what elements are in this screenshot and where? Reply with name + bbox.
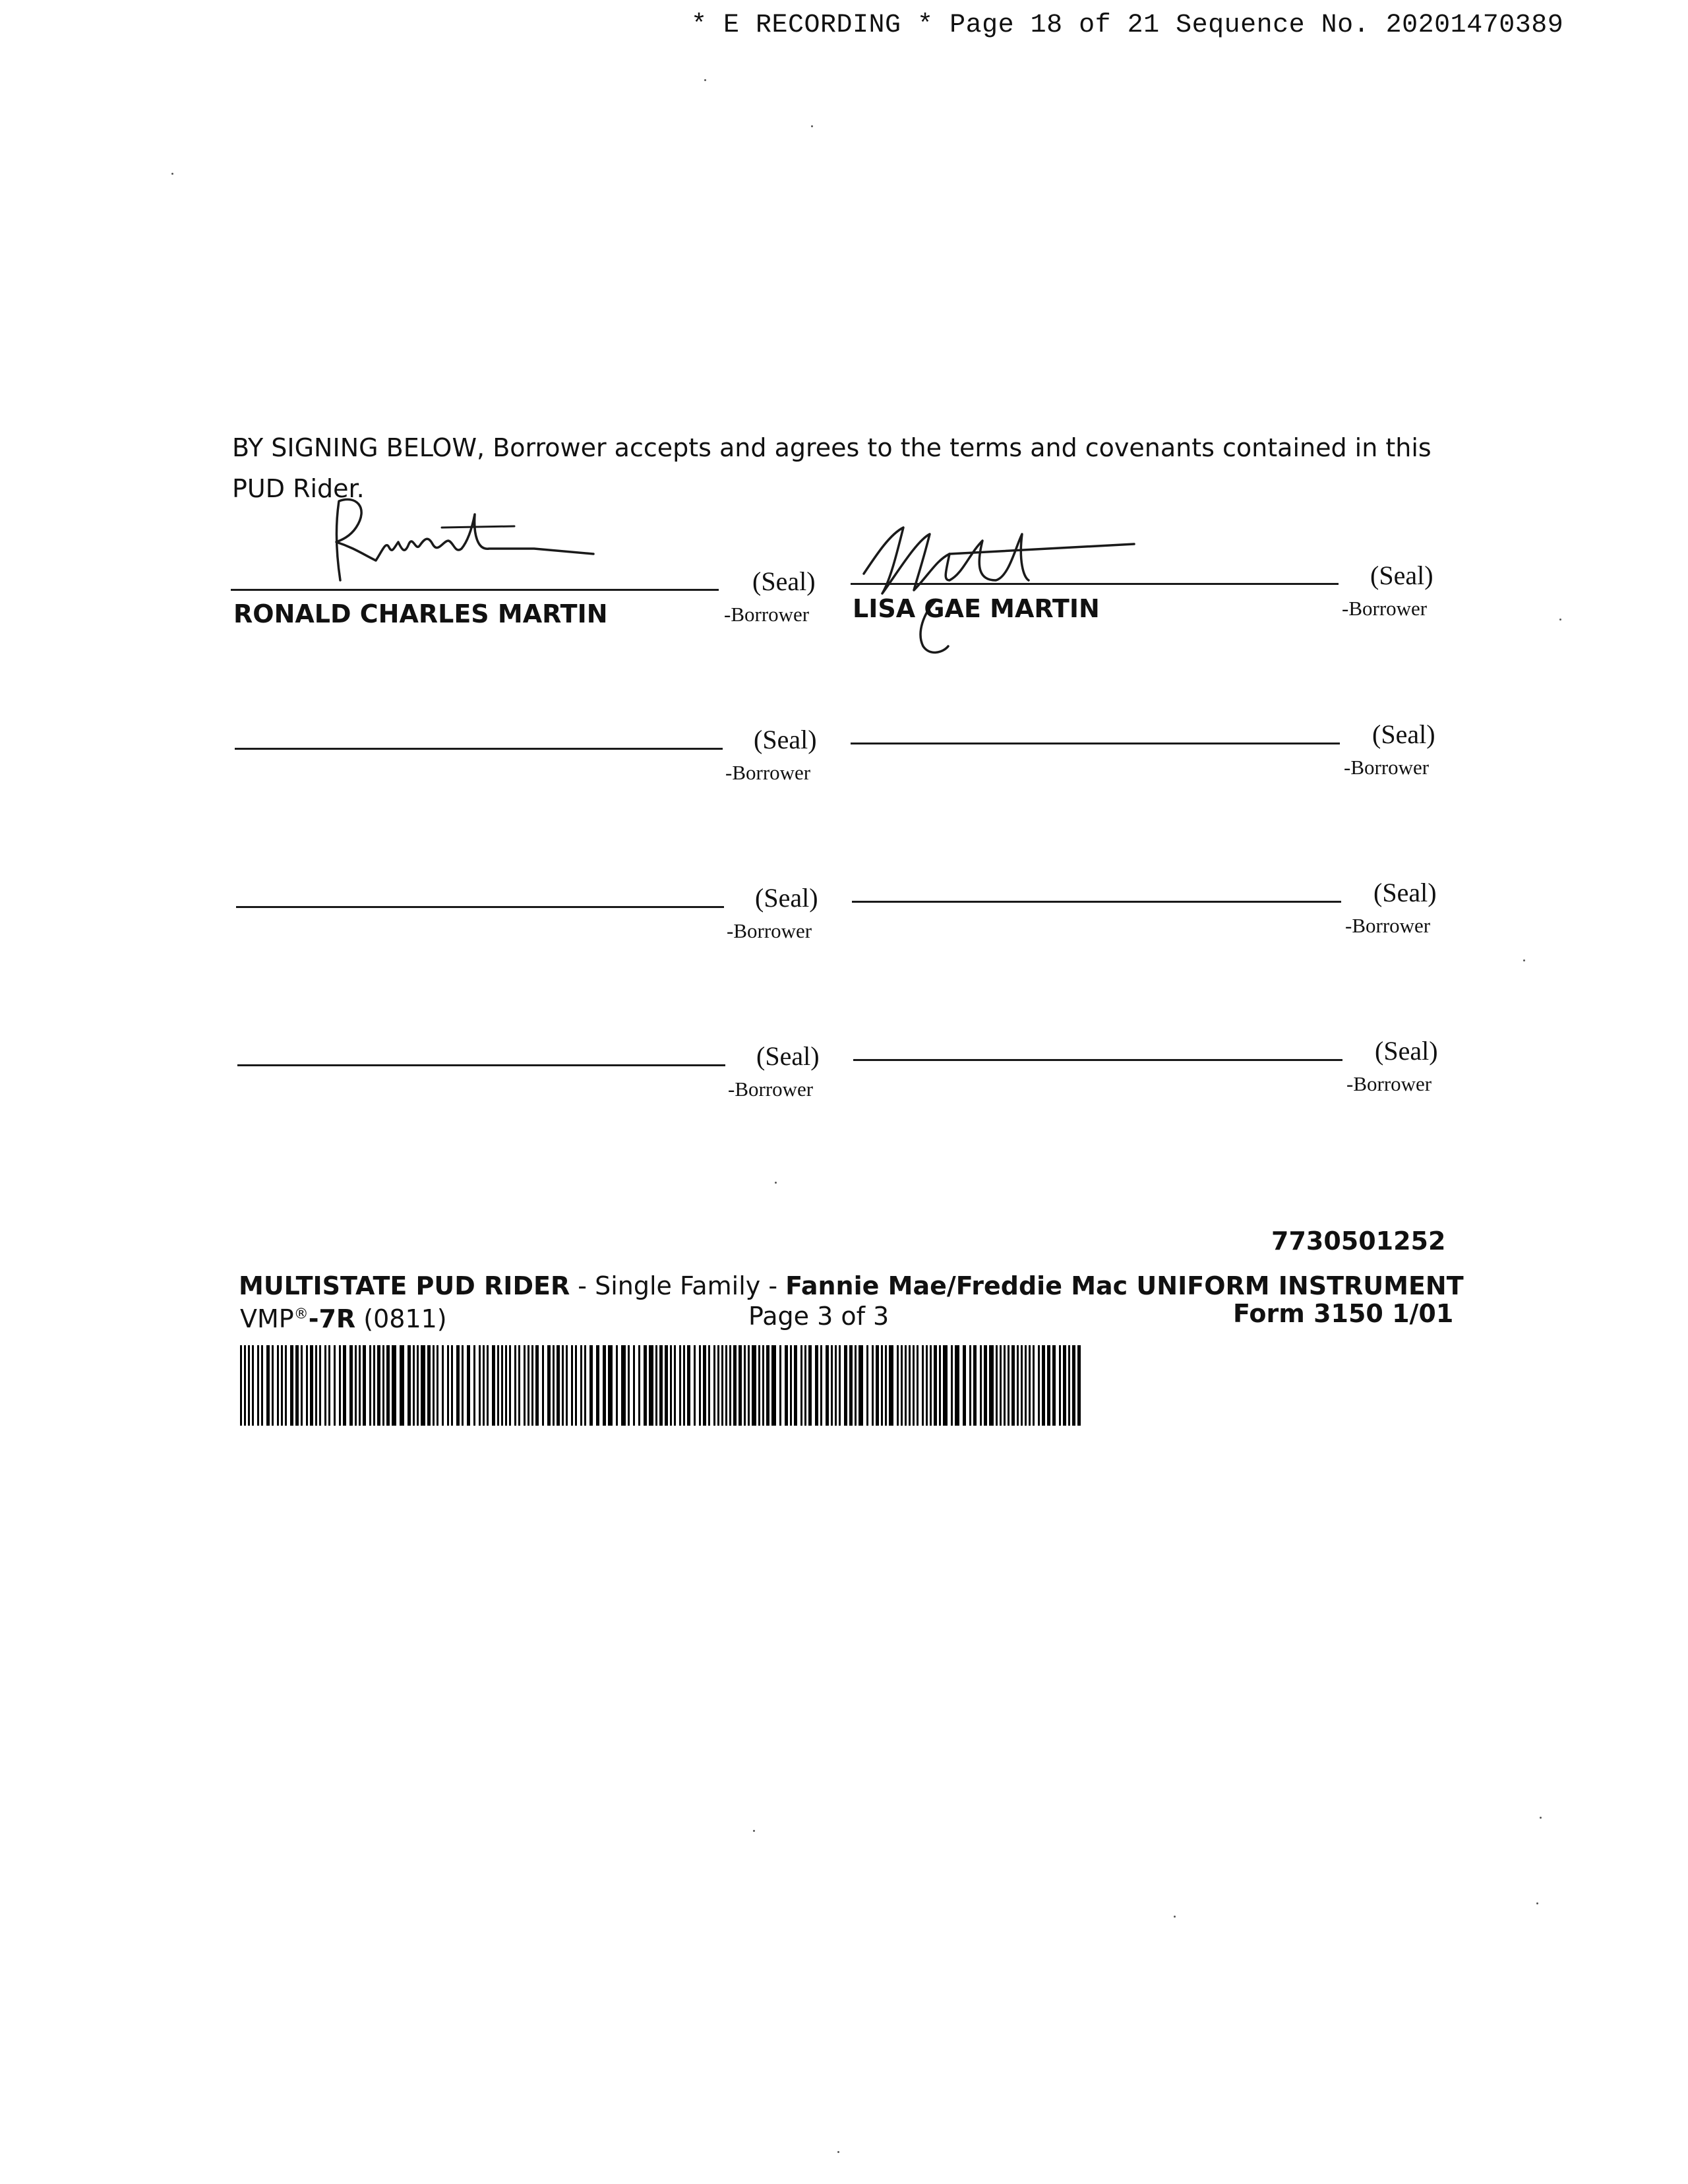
barcode-stripe — [248, 1345, 250, 1426]
statement-text: Borrower accepts and agrees to the terms and covenants contained in this PUD Rider. — [232, 433, 1432, 503]
borrower-label: -Borrower — [725, 761, 811, 784]
scan-speck — [753, 1830, 755, 1832]
barcode-stripe — [377, 1345, 380, 1426]
barcode-stripe — [849, 1345, 853, 1426]
barcode-stripe — [531, 1345, 533, 1426]
barcode-stripe — [881, 1345, 883, 1426]
barcode-stripe — [771, 1345, 776, 1426]
signature-line — [237, 1064, 725, 1066]
barcode-stripe — [963, 1345, 966, 1426]
barcode-stripe — [285, 1345, 287, 1426]
barcode-stripe — [301, 1345, 303, 1426]
barcode-stripe — [501, 1345, 503, 1426]
seal-label: (Seal) — [754, 725, 817, 754]
barcode-stripe — [844, 1345, 847, 1426]
barcode-stripe — [717, 1345, 719, 1426]
seal-label: (Seal) — [1372, 719, 1435, 749]
barcode-stripe — [1004, 1345, 1006, 1426]
barcode-stripe — [257, 1345, 259, 1426]
barcode-stripe — [421, 1345, 425, 1426]
barcode-stripe — [872, 1345, 874, 1426]
barcode-stripe — [1068, 1345, 1070, 1426]
scan-speck — [811, 125, 813, 127]
barcode-stripe — [1000, 1345, 1002, 1426]
borrower-label: -Borrower — [724, 603, 810, 626]
barcode-stripe — [306, 1345, 308, 1426]
barcode-stripe — [349, 1345, 353, 1426]
barcode-stripe — [509, 1345, 511, 1426]
barcode-stripe — [295, 1345, 299, 1426]
barcode-stripe — [1047, 1345, 1050, 1426]
barcode-stripe — [355, 1345, 357, 1426]
barcode-stripe — [973, 1345, 977, 1426]
barcode-stripe — [407, 1345, 411, 1426]
barcode-stripe — [392, 1345, 396, 1426]
barcode-stripe — [926, 1345, 928, 1426]
barcode-stripe — [897, 1345, 899, 1426]
barcode-stripe — [497, 1345, 499, 1426]
barcode-stripe — [359, 1345, 361, 1426]
barcode-stripe — [859, 1345, 863, 1426]
barcode-stripe — [1033, 1345, 1035, 1426]
barcode-stripe — [679, 1345, 681, 1426]
barcode-stripe — [413, 1345, 415, 1426]
barcode-stripe — [917, 1345, 919, 1426]
recording-header: * E RECORDING * Page 18 of 21 Sequence No. 20201470389 — [691, 11, 1564, 40]
barcode-stripe — [855, 1345, 857, 1426]
barcode-stripe — [835, 1345, 837, 1426]
barcode-stripe — [1025, 1345, 1027, 1426]
signature-line — [236, 906, 724, 908]
seal-label: (Seal) — [755, 883, 818, 913]
barcode-stripe — [272, 1345, 274, 1426]
form-number: Form 3150 1/01 — [1233, 1299, 1454, 1328]
barcode-stripe — [1063, 1345, 1066, 1426]
barcode-stripe — [766, 1345, 769, 1426]
vmp-registered-mark: ® — [293, 1306, 309, 1323]
barcode-stripe — [644, 1345, 647, 1426]
scan-speck — [837, 2151, 839, 2153]
barcode-stripe — [752, 1345, 756, 1426]
barcode-stripe — [633, 1345, 635, 1426]
barcode-stripe — [1072, 1345, 1075, 1426]
barcode-stripe — [738, 1345, 742, 1426]
barcode-stripe — [1021, 1345, 1023, 1426]
barcode-stripe — [589, 1345, 593, 1426]
barcode-stripe — [815, 1345, 818, 1426]
vmp-date: (0811) — [355, 1304, 447, 1333]
form-agency: Fannie Mae/Freddie Mac — [785, 1271, 1128, 1300]
seal-label: (Seal) — [1373, 878, 1437, 907]
barcode-stripe — [596, 1345, 599, 1426]
barcode-stripe — [1008, 1345, 1010, 1426]
barcode-stripe — [240, 1345, 242, 1426]
barcode-stripe — [535, 1345, 539, 1426]
barcode-stripe — [996, 1345, 998, 1426]
barcode-stripe — [1059, 1345, 1061, 1426]
barcode-stripe — [451, 1345, 453, 1426]
barcode-icon — [240, 1345, 1083, 1426]
barcode-stripe — [483, 1345, 485, 1426]
barcode-stripe — [369, 1345, 371, 1426]
barcode-stripe — [514, 1345, 516, 1426]
barcode-stripe — [373, 1345, 375, 1426]
signature-line — [851, 743, 1340, 744]
barcode-stripe — [473, 1345, 475, 1426]
barcode-stripe — [725, 1345, 727, 1426]
scan-speck — [171, 173, 173, 175]
barcode-stripe — [266, 1345, 270, 1426]
barcode-stripe — [762, 1345, 764, 1426]
barcode-stripe — [400, 1345, 404, 1426]
scan-speck — [1559, 619, 1561, 621]
borrower-name: RONALD CHARLES MARTIN — [233, 599, 608, 628]
barcode-stripe — [980, 1345, 982, 1426]
barcode-stripe — [955, 1345, 959, 1426]
barcode-stripe — [826, 1345, 829, 1426]
barcode-stripe — [1042, 1345, 1045, 1426]
signature-line — [235, 748, 723, 750]
signature-line — [851, 583, 1339, 585]
barcode-stripe — [447, 1345, 449, 1426]
borrower-label: -Borrower — [1345, 914, 1431, 937]
barcode-stripe — [621, 1345, 626, 1426]
barcode-stripe — [252, 1345, 254, 1426]
barcode-stripe — [638, 1345, 640, 1426]
barcode-stripe — [708, 1345, 710, 1426]
borrower-label: -Borrower — [1344, 756, 1430, 779]
vmp-prefix: VMP — [240, 1304, 294, 1333]
barcode-stripe — [1038, 1345, 1040, 1426]
barcode-stripe — [505, 1345, 507, 1426]
borrower-label: -Borrower — [727, 919, 812, 942]
barcode-stripe — [281, 1345, 283, 1426]
barcode-stripe — [694, 1345, 696, 1426]
barcode-stripe — [984, 1345, 987, 1426]
barcode-stripe — [417, 1345, 419, 1426]
scan-speck — [1174, 1916, 1176, 1918]
barcode-stripe — [721, 1345, 723, 1426]
scan-speck — [1536, 1902, 1538, 1904]
barcode-stripe — [1077, 1345, 1081, 1426]
barcode-stripe — [437, 1345, 438, 1426]
barcode-stripe — [553, 1345, 555, 1426]
barcode-stripe — [969, 1345, 971, 1426]
scan-speck — [1540, 1817, 1542, 1819]
barcode-stripe — [901, 1345, 903, 1426]
barcode-stripe — [943, 1345, 948, 1426]
barcode-stripe — [794, 1345, 797, 1426]
barcode-stripe — [748, 1345, 750, 1426]
barcode-stripe — [674, 1345, 676, 1426]
barcode-stripe — [562, 1345, 564, 1426]
barcode-stripe — [319, 1345, 321, 1426]
barcode-stripe — [713, 1345, 715, 1426]
borrower-name: LISA GAE MARTIN — [853, 594, 1100, 623]
barcode-stripe — [889, 1345, 893, 1426]
signature-line — [231, 589, 719, 591]
barcode-stripe — [343, 1345, 346, 1426]
seal-label: (Seal) — [756, 1041, 820, 1071]
barcode-stripe — [442, 1345, 444, 1426]
barcode-stripe — [277, 1345, 279, 1426]
barcode-stripe — [1017, 1345, 1019, 1426]
barcode-stripe — [670, 1345, 672, 1426]
barcode-stripe — [608, 1345, 613, 1426]
barcode-stripe — [951, 1345, 953, 1426]
barcode-stripe — [659, 1345, 663, 1426]
barcode-stripe — [339, 1345, 341, 1426]
barcode-stripe — [733, 1345, 737, 1426]
barcode-stripe — [839, 1345, 841, 1426]
signature-line — [853, 1059, 1342, 1061]
barcode-stripe — [1029, 1345, 1031, 1426]
barcode-stripe — [566, 1345, 568, 1426]
barcode-stripe — [930, 1345, 932, 1426]
form-title-line — [239, 1271, 1464, 1300]
signature-line — [852, 901, 1341, 903]
barcode-stripe — [831, 1345, 833, 1426]
barcode-stripe — [382, 1345, 384, 1426]
barcode-stripe — [820, 1345, 822, 1426]
barcode-stripe — [699, 1345, 701, 1426]
barcode-stripe — [905, 1345, 907, 1426]
statement-lead: BY SIGNING BELOW, — [232, 433, 485, 462]
barcode-stripe — [290, 1345, 293, 1426]
barcode-stripe — [989, 1345, 994, 1426]
borrower-label: -Borrower — [1342, 597, 1428, 620]
form-title: MULTISTATE PUD RIDER — [239, 1271, 570, 1300]
barcode-stripe — [616, 1345, 618, 1426]
borrower-label: -Borrower — [728, 1077, 814, 1101]
barcode-stripe — [790, 1345, 792, 1426]
borrower-label: -Borrower — [1346, 1072, 1432, 1095]
barcode-stripe — [462, 1345, 464, 1426]
barcode-stripe — [785, 1345, 788, 1426]
barcode-stripe — [479, 1345, 481, 1426]
barcode-stripe — [334, 1345, 336, 1426]
barcode-stripe — [575, 1345, 577, 1426]
barcode-stripe — [876, 1345, 879, 1426]
barcode-stripe — [518, 1345, 520, 1426]
scan-speck — [704, 79, 706, 81]
barcode-stripe — [467, 1345, 470, 1426]
barcode-stripe — [528, 1345, 529, 1426]
vmp-code — [240, 1304, 447, 1333]
barcode-stripe — [542, 1345, 544, 1426]
barcode-stripe — [744, 1345, 746, 1426]
signature-lisa-icon — [851, 514, 1154, 673]
barcode-stripe — [386, 1345, 390, 1426]
vmp-form-code: -7R — [308, 1304, 356, 1333]
barcode-stripe — [1011, 1345, 1015, 1426]
barcode-stripe — [655, 1345, 657, 1426]
barcode-stripe — [628, 1345, 630, 1426]
barcode-stripe — [557, 1345, 560, 1426]
page-label: Page 3 of 3 — [748, 1302, 889, 1331]
barcode-stripe — [315, 1345, 317, 1426]
barcode-stripe — [363, 1345, 366, 1426]
barcode-stripe — [729, 1345, 731, 1426]
scan-speck — [1523, 959, 1525, 961]
barcode-stripe — [328, 1345, 330, 1426]
barcode-stripe — [1052, 1345, 1056, 1426]
barcode-stripe — [885, 1345, 887, 1426]
barcode-stripe — [934, 1345, 937, 1426]
form-instrument: UNIFORM INSTRUMENT — [1128, 1271, 1464, 1300]
barcode-stripe — [547, 1345, 551, 1426]
seal-label: (Seal) — [1375, 1036, 1438, 1066]
barcode-stripe — [324, 1345, 326, 1426]
barcode-stripe — [913, 1345, 915, 1426]
barcode-stripe — [244, 1345, 246, 1426]
barcode-stripe — [524, 1345, 526, 1426]
seal-label: (Seal) — [1370, 561, 1433, 590]
barcode-stripe — [427, 1345, 431, 1426]
barcode-stripe — [687, 1345, 690, 1426]
barcode-stripe — [808, 1345, 812, 1426]
barcode-stripe — [310, 1345, 313, 1426]
barcode-stripe — [665, 1345, 668, 1426]
loan-number: 7730501252 — [1271, 1227, 1446, 1256]
barcode-stripe — [804, 1345, 806, 1426]
barcode-stripe — [571, 1345, 573, 1426]
barcode-stripe — [866, 1345, 868, 1426]
barcode-stripe — [939, 1345, 941, 1426]
barcode-stripe — [703, 1345, 706, 1426]
barcode-stripe — [909, 1345, 911, 1426]
barcode-stripe — [456, 1345, 460, 1426]
barcode-stripe — [603, 1345, 606, 1426]
barcode-stripe — [779, 1345, 781, 1426]
barcode-stripe — [492, 1345, 495, 1426]
scan-speck — [775, 1182, 777, 1184]
barcode-stripe — [922, 1345, 924, 1426]
barcode-stripe — [683, 1345, 685, 1426]
barcode-stripe — [649, 1345, 653, 1426]
barcode-stripe — [261, 1345, 263, 1426]
barcode-stripe — [800, 1345, 802, 1426]
barcode-stripe — [487, 1345, 489, 1426]
barcode-stripe — [580, 1345, 582, 1426]
barcode-stripe — [433, 1345, 435, 1426]
barcode-stripe — [758, 1345, 760, 1426]
form-subtitle: - Single Family - — [570, 1271, 786, 1300]
barcode-stripe — [584, 1345, 586, 1426]
seal-label: (Seal) — [752, 566, 816, 596]
signature-ronald-icon — [316, 488, 673, 593]
